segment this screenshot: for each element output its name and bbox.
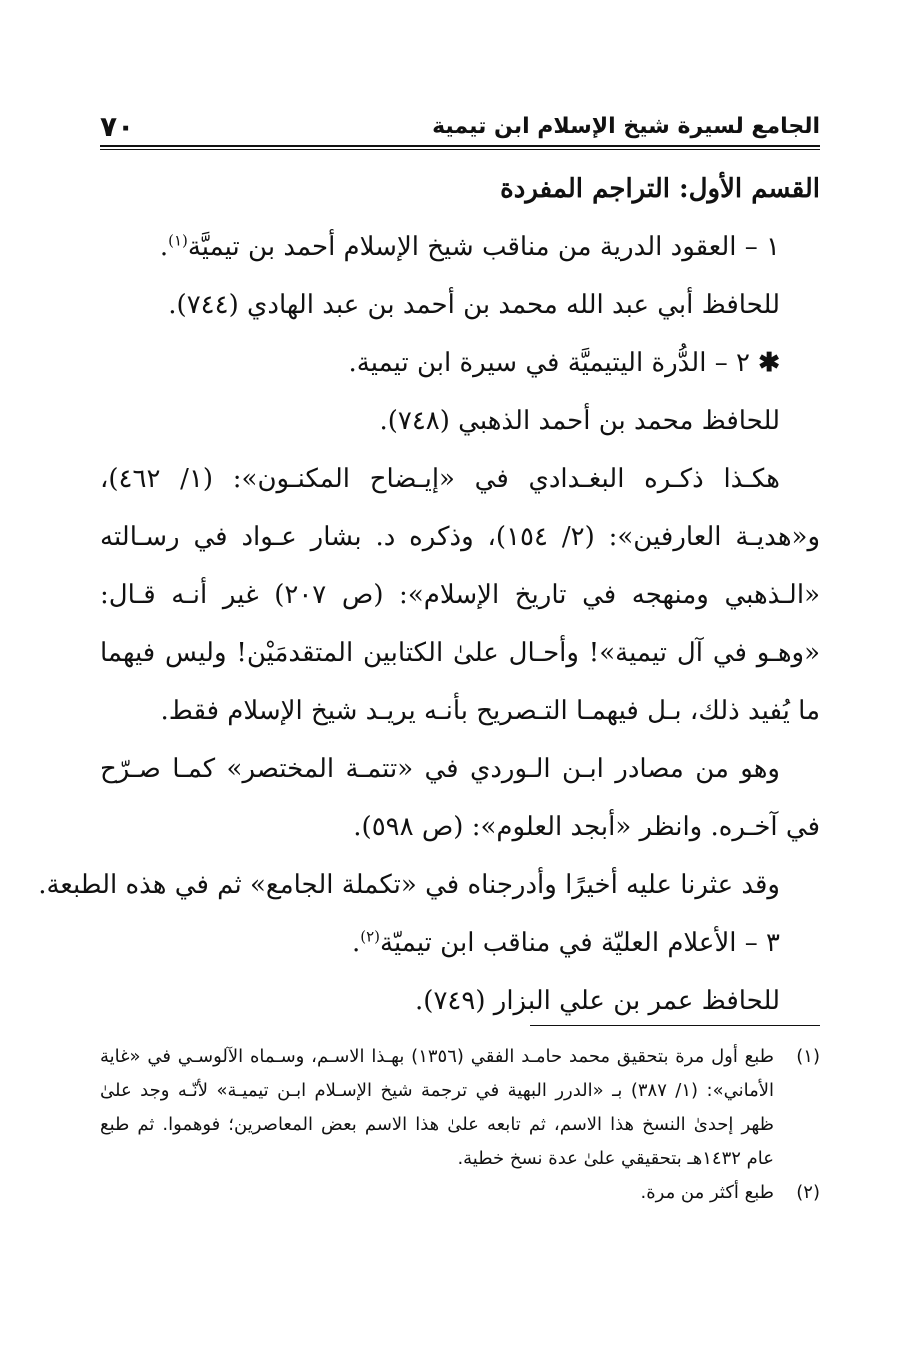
footnote-separator (530, 1025, 820, 1026)
paragraph-2 (100, 740, 820, 856)
footnote-2 (100, 1176, 820, 1210)
footnote-1 (100, 1040, 820, 1176)
item-3-author: للحافظ عمر بن علي البزار (٧٤٩). (415, 986, 780, 1016)
footnote-number: (١) (796, 1046, 820, 1067)
running-title: الجامع لسيرة شيخ الإسلام ابن تيمية (432, 114, 820, 139)
footnotes (100, 1040, 820, 1210)
page-header (100, 110, 820, 146)
paragraph-1 (100, 450, 820, 740)
header-rule (100, 145, 820, 150)
item-1-title (100, 218, 820, 276)
item-1-title-end: . (159, 232, 169, 262)
item-3-title-end: . (351, 928, 361, 958)
footnote-text: طبع أول مرة بتحقيق محمد حامـد الفقي (١٣٥٦) بهـذا الاسـم، وسـماه الآلوسـي في «غاية الأماني»: (١/ ٣٨٧) بـ «الدرر البهية في ترجمة شيخ الإسـلام ابـن تيميـة» لأنّـه وجد علىٰ ظهر إحدىٰ النسخ هذا الاسم، ثم تابعه علىٰ هذا الاسم بعض المعاصرين؛ فوهموا. ثم طبع عام ١٤٣٢هـ بتحقيقي علىٰ عدة نسخ خطية. (100, 1046, 774, 1169)
paragraph-2-text: وهو من مصادر ابـن الـوردي في «تتمـة المختصر» كمـا صـرّح في آخـره. وانظر «أبجد العلوم»: (ص ٥٩٨). (100, 754, 820, 842)
item-3-title (100, 914, 820, 972)
item-2-title (100, 334, 820, 392)
footnote-ref-1: (١) (168, 231, 188, 250)
page-number: ٧٠ (100, 110, 135, 143)
footnote-text: طبع أكثر من مرة. (640, 1182, 774, 1203)
footnote-ref-2: (٢) (360, 927, 381, 946)
star-icon: ✱ (758, 348, 780, 378)
main-text (38, 160, 821, 1030)
section-title: القسم الأول: التراجم المفردة (500, 174, 820, 204)
item-1-title-text: ١ – العقود الدرية من مناقب شيخ الإسلام أحمد بن تيميَّة (187, 232, 780, 262)
item-3-title-text: ٣ – الأعلام العليّة في مناقب ابن تيميّة (380, 928, 780, 958)
paragraph-1-text: هكـذا ذكـره البغـدادي في «إيـضاح المكنـون»: (١/ ٤٦٢)، و«هديـة العارفين»: (٢/ ١٥٤)، وذكره د. بشار عـواد في رسـالته «الـذهبي ومنهجه في تاريخ الإسلام»: (ص ٢٠٧) غير أنـه قـال: «وهـو في آل تيمية»! وأحـال علىٰ الكتابين المتقدمَيْن! وليس فيهما ما يُفيد ذلك، بـل فيهمـا التـصريح بأنـه يريـد شيخ الإسلام فقط. (100, 464, 821, 726)
paragraph-3: وقد عثرنا عليه أخيرًا وأدرجناه في «تكملة الجامع» ثم في هذه الطبعة. (38, 870, 780, 900)
item-2-title-text: ٢ – الدُّرة اليتيميَّة في سيرة ابن تيمية. (348, 348, 750, 378)
item-1-author: للحافظ أبي عبد الله محمد بن أحمد بن عبد الهادي (٧٤٤). (168, 290, 780, 320)
footnote-number: (٢) (796, 1182, 820, 1203)
item-2-author: للحافظ محمد بن أحمد الذهبي (٧٤٨). (379, 406, 780, 436)
